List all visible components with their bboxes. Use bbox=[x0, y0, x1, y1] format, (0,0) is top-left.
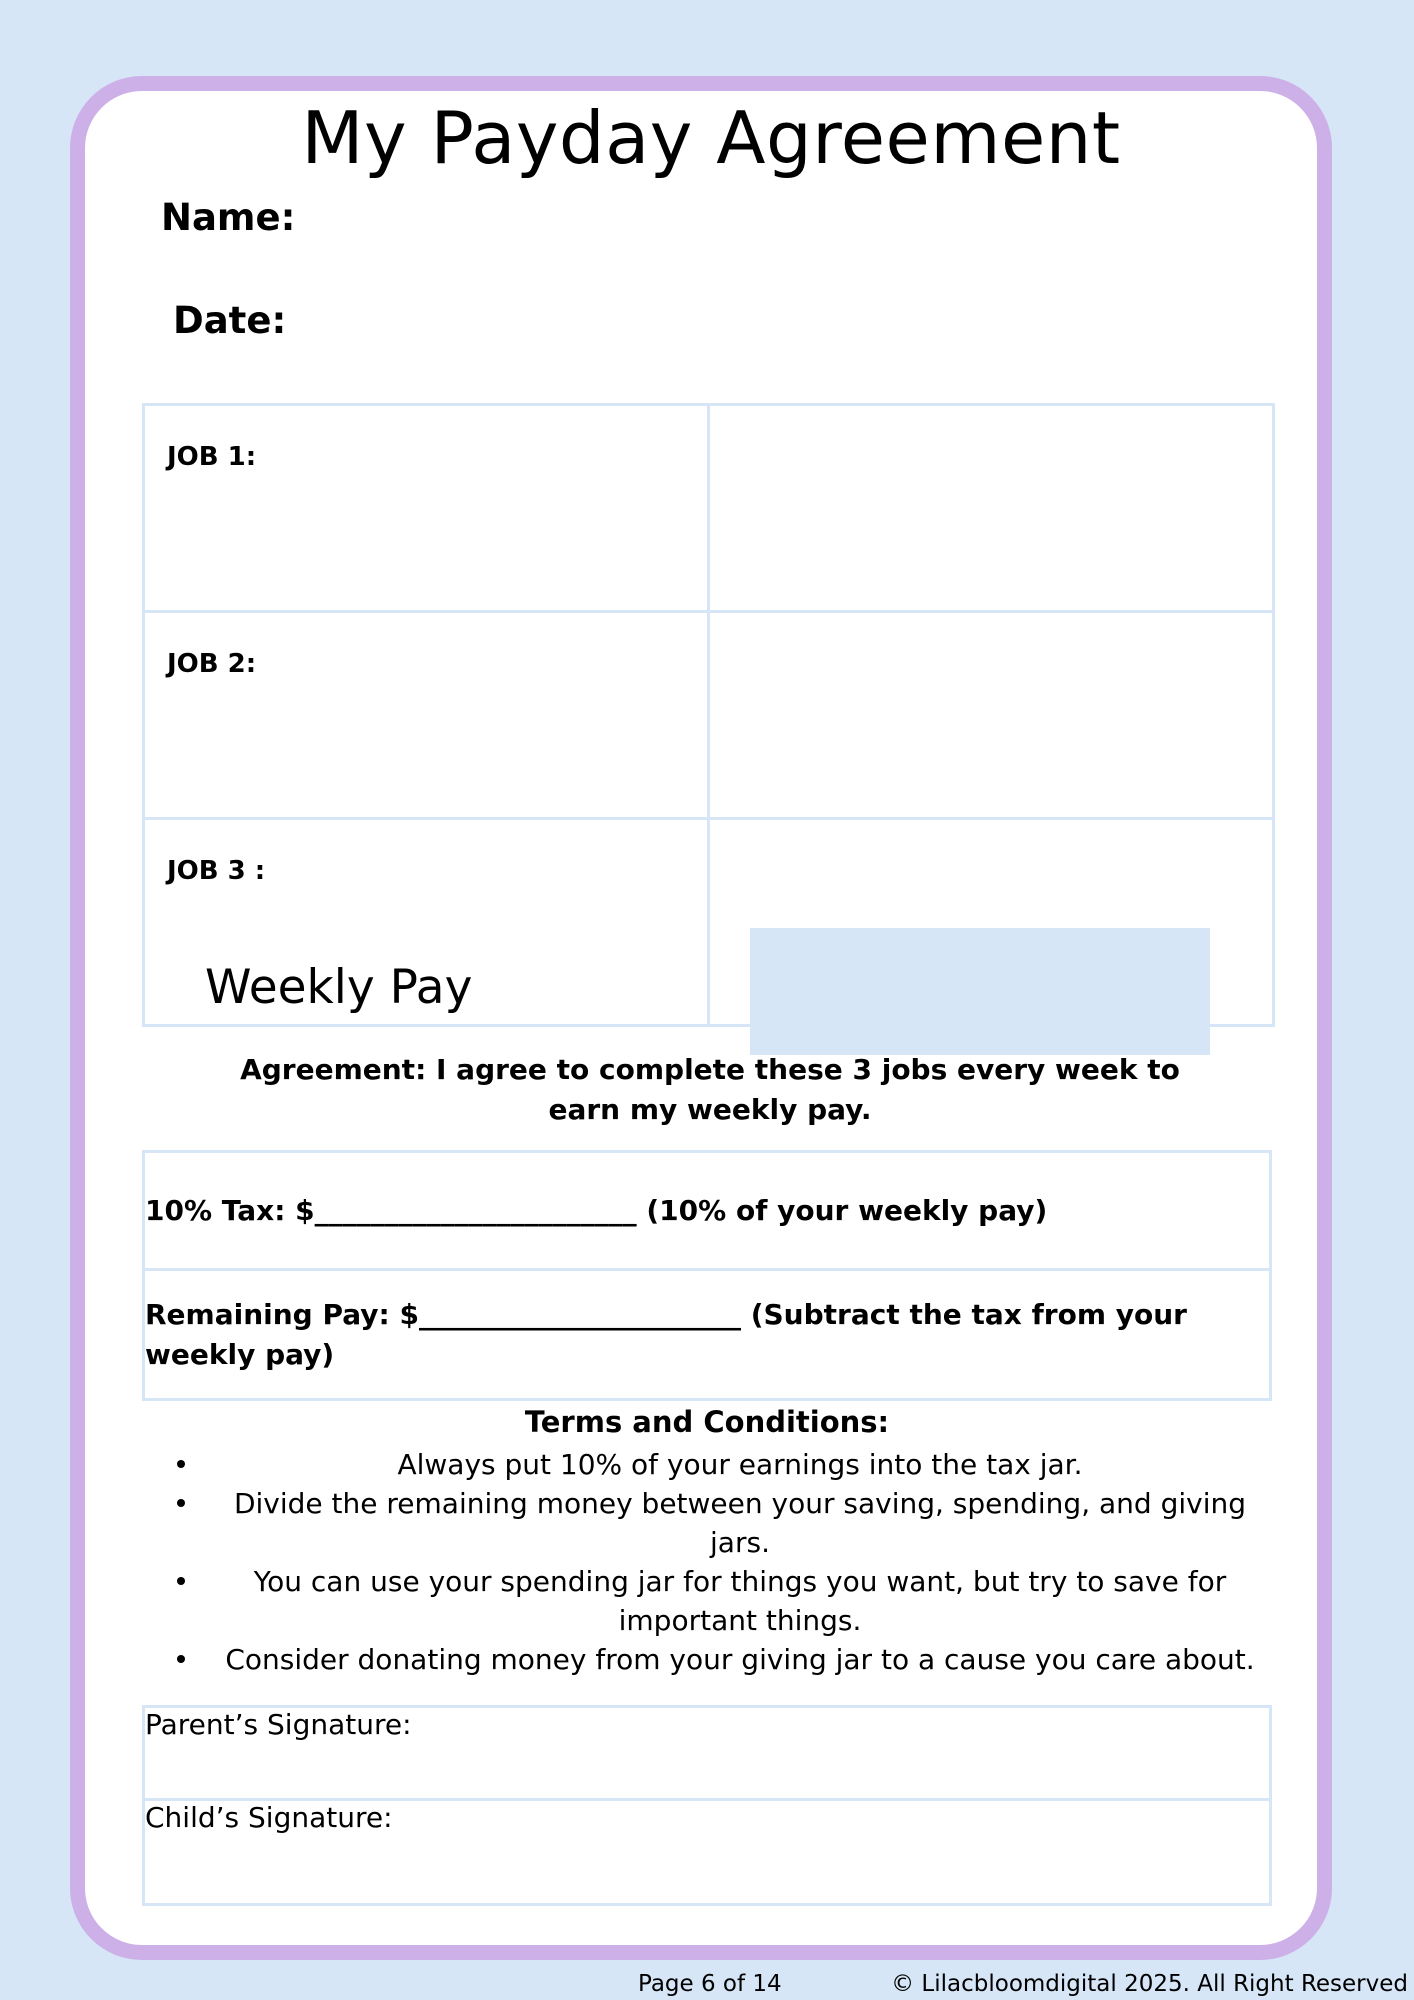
copyright-notice: © Lilacbloomdigital 2025. All Right Reserved bbox=[891, 1971, 1408, 1997]
pay-table bbox=[142, 1150, 1272, 1401]
agreement-text: Agreement: I agree to complete these 3 jobs every week to earn my weekly pay. bbox=[240, 1053, 1180, 1126]
terms-list bbox=[165, 1445, 1275, 1679]
list-item: Consider donating money from your giving jar to a cause you care about. bbox=[205, 1640, 1275, 1679]
list-item: Divide the remaining money between your saving, spending, and giving jars. bbox=[205, 1484, 1275, 1562]
job-label: JOB 3 : bbox=[144, 819, 709, 1026]
parent-signature-field[interactable]: Parent’s Signature: bbox=[144, 1707, 1271, 1800]
job-label: JOB 1: bbox=[144, 405, 709, 612]
terms-title: Terms and Conditions: bbox=[524, 1405, 890, 1439]
signature-table bbox=[142, 1705, 1272, 1906]
remaining-pay-line: Remaining Pay: $_______________________ (Subtract the tax from your weekly pay) bbox=[144, 1270, 1271, 1400]
weekly-pay-label: Weekly Pay bbox=[205, 960, 473, 1015]
remaining-row bbox=[144, 1270, 1271, 1400]
job-row bbox=[144, 612, 1274, 819]
job-entry-cell[interactable] bbox=[709, 612, 1274, 819]
tax-row bbox=[144, 1152, 1271, 1270]
date-label: Date: bbox=[173, 299, 287, 342]
child-signature-field[interactable]: Child’s Signature: bbox=[144, 1800, 1271, 1905]
page-title: My Payday Agreement bbox=[301, 96, 1121, 180]
page-number: Page 6 of 14 bbox=[638, 1971, 782, 1997]
list-item: Always put 10% of your earnings into the tax jar. bbox=[205, 1445, 1275, 1484]
job-row bbox=[144, 405, 1274, 612]
weekly-pay-box[interactable] bbox=[750, 928, 1210, 1055]
parent-signature-row bbox=[144, 1707, 1271, 1800]
tax-line: 10% Tax: $_______________________ (10% of your weekly pay) bbox=[144, 1152, 1271, 1270]
job-label: JOB 2: bbox=[144, 612, 709, 819]
child-signature-row bbox=[144, 1800, 1271, 1905]
name-label: Name: bbox=[161, 196, 296, 239]
job-entry-cell[interactable] bbox=[709, 405, 1274, 612]
list-item: You can use your spending jar for things you want, but try to save for important things. bbox=[205, 1562, 1275, 1640]
